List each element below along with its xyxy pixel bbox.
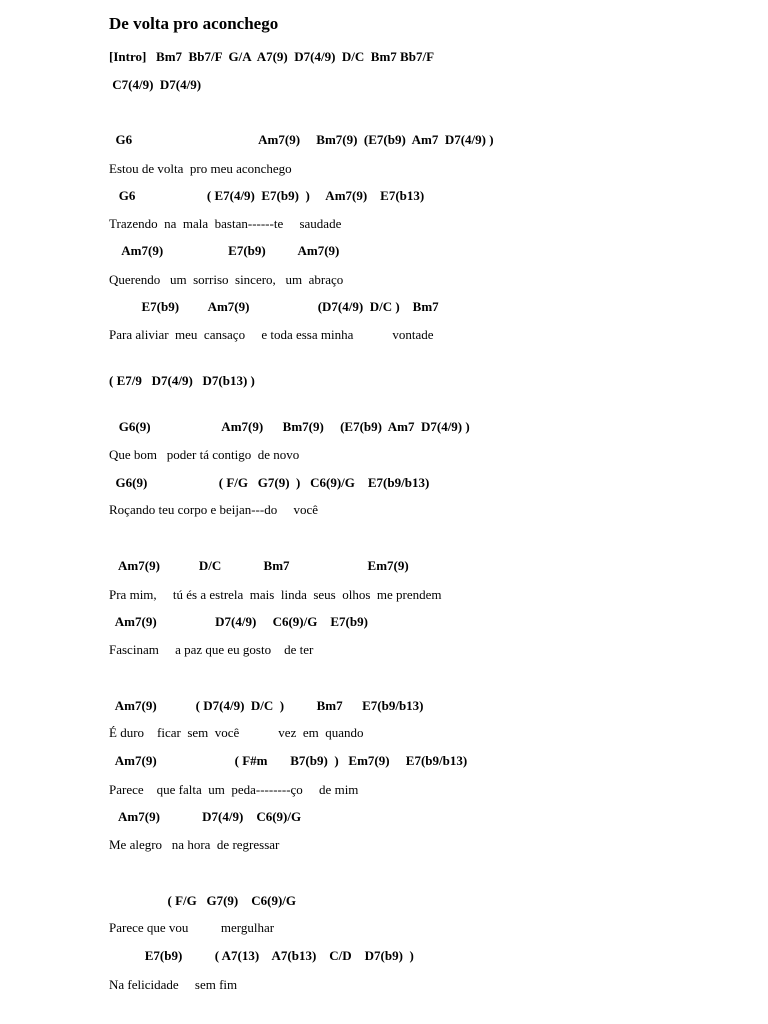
lyric-line: Parece que falta um peda--------ço de mim xyxy=(109,782,359,797)
chord-line: G6(9) Am7(9) Bm7(9) (E7(b9) Am7 D7(4/9) ) xyxy=(109,419,470,434)
chord-line-intro-1: [Intro] Bm7 Bb7/F G/A A7(9) D7(4/9) D/C Bm7 Bb7/F xyxy=(109,49,435,64)
lyric-line: É duro ficar sem você vez em quando xyxy=(109,725,364,740)
chord-line-intro-2: C7(4/9) D7(4/9) xyxy=(109,77,202,92)
chord-line: G6 Am7(9) Bm7(9) (E7(b9) Am7 D7(4/9) ) xyxy=(109,132,494,147)
lyric-line: Para aliviar meu cansaço e toda essa minha vontade xyxy=(109,327,434,342)
lyric-line: Trazendo na mala bastan------te saudade xyxy=(109,216,342,231)
lyric-line: Na felicidade sem fim xyxy=(109,977,238,992)
chord-line: Am7(9) ( D7(4/9) D/C ) Bm7 E7(b9/b13) xyxy=(109,698,424,713)
chord-line: Am7(9) ( F#m B7(b9) ) Em7(9) E7(b9/b13) xyxy=(109,753,468,768)
song-title: De volta pro aconchego xyxy=(109,14,279,33)
lyric-line: Parece que vou mergulhar xyxy=(109,920,275,935)
chord-line: Am7(9) D/C Bm7 Em7(9) xyxy=(109,558,409,573)
lyric-line: Roçando teu corpo e beijan---do você xyxy=(109,502,319,517)
chord-line: G6(9) ( F/G G7(9) ) C6(9)/G E7(b9/b13) xyxy=(109,475,430,490)
chord-line: E7(b9) Am7(9) (D7(4/9) D/C ) Bm7 xyxy=(109,299,439,314)
chord-line: E7(b9) ( A7(13) A7(b13) C/D D7(b9) ) xyxy=(109,948,414,963)
lyric-line: Estou de volta pro meu aconchego xyxy=(109,161,292,176)
lyric-line: Pra mim, tú és a estrela mais linda seus olhos me prendem xyxy=(109,587,442,602)
lyric-line: Me alegro na hora de regressar xyxy=(109,837,280,852)
lyric-line: Fascinam a paz que eu gosto de ter xyxy=(109,642,314,657)
chord-line: Am7(9) E7(b9) Am7(9) xyxy=(109,243,340,258)
chord-line: ( E7/9 D7(4/9) D7(b13) ) xyxy=(109,373,255,388)
lyric-line: Que bom poder tá contigo de novo xyxy=(109,447,300,462)
lyric-line: Querendo um sorriso sincero, um abraço xyxy=(109,272,344,287)
chord-line: ( F/G G7(9) C6(9)/G xyxy=(109,893,297,908)
chord-line: Am7(9) D7(4/9) C6(9)/G xyxy=(109,809,302,824)
chord-line: Am7(9) D7(4/9) C6(9)/G E7(b9) xyxy=(109,614,368,629)
chord-line: G6 ( E7(4/9) E7(b9) ) Am7(9) E7(b13) xyxy=(109,188,425,203)
